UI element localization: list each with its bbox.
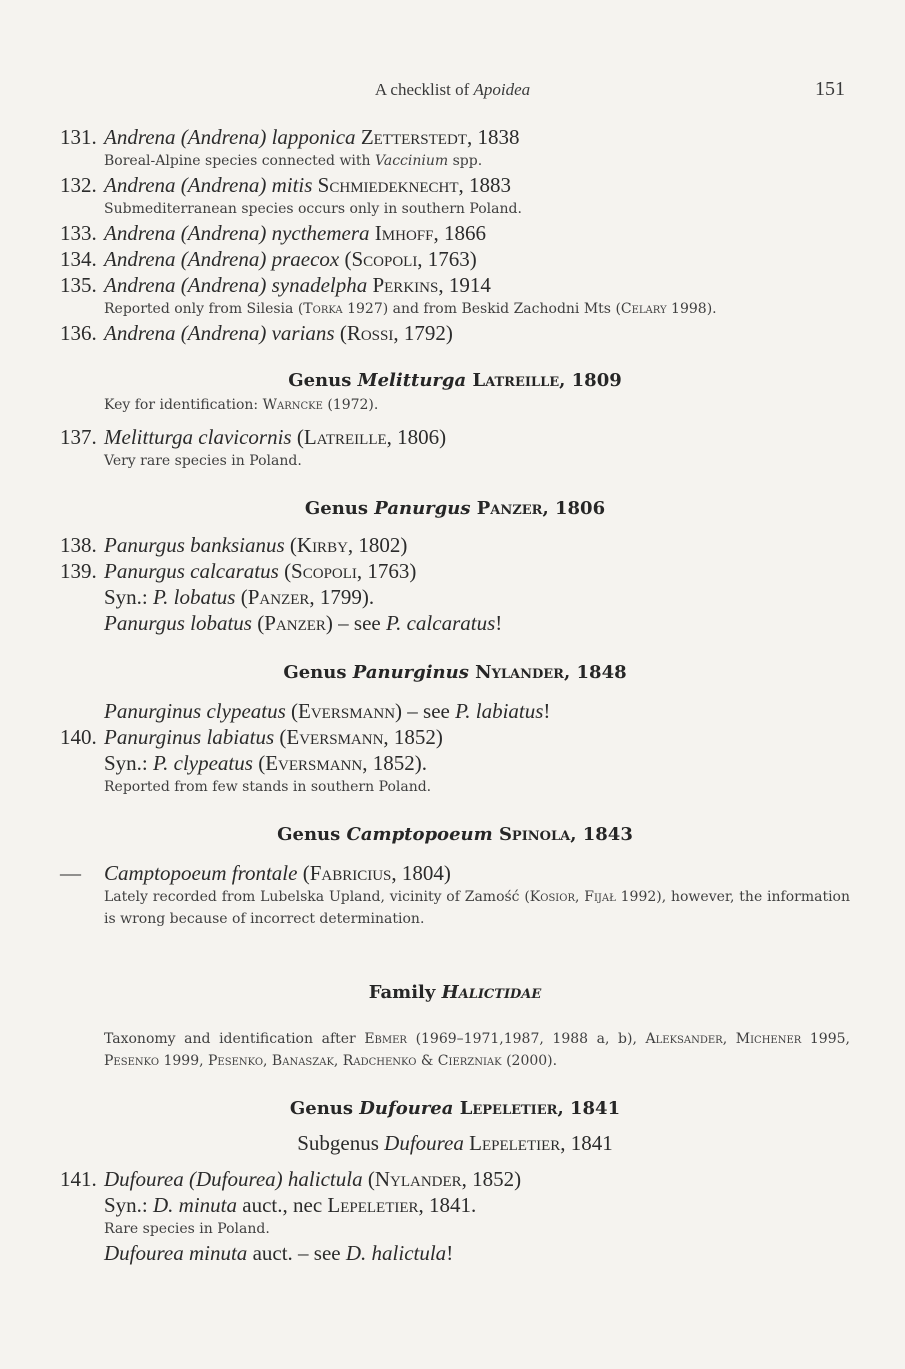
cross-ref-see: – see	[402, 699, 456, 723]
page-number: 151	[815, 78, 845, 100]
family-name: Halictidae	[441, 982, 542, 1003]
genus-author: Panzer, 1806	[476, 498, 606, 519]
species-name: Andrena (Andrena) praecox	[104, 247, 340, 271]
species-author: (Latreille, 1806)	[296, 425, 447, 449]
species-entry-137	[60, 424, 850, 450]
running-title-taxon: Apoidea	[473, 80, 531, 99]
species-entry-frontale	[60, 860, 850, 886]
synonym-name: D. minuta	[153, 1193, 238, 1217]
entry-number: 135.	[60, 273, 97, 297]
entry-number: 137.	[60, 425, 97, 449]
taxonomy-text: 1995,	[801, 1031, 850, 1047]
species-name: Andrena (Andrena) nycthemera	[104, 221, 370, 245]
cross-ref-name: Panurginus clypeatus	[104, 699, 286, 723]
synonym-author: (Eversmann, 1852).	[258, 751, 427, 775]
genus-name: Panurginus	[352, 662, 469, 683]
entry-number: 134.	[60, 247, 97, 271]
taxonomy-text: 1999,	[159, 1053, 209, 1069]
species-name: Camptopoeum frontale	[104, 861, 298, 885]
species-note	[104, 150, 850, 172]
species-name: Panurginus labiatus	[104, 725, 275, 749]
species-author: Imhoff, 1866	[374, 221, 486, 245]
entry-number: 133.	[60, 221, 97, 245]
species-name: Andrena (Andrena) lapponica	[104, 125, 356, 149]
note-reference: Kosior, Fijał	[529, 889, 616, 905]
species-author: (Kirby, 1802)	[289, 533, 408, 557]
running-title-text: A checklist of	[374, 80, 474, 99]
species-author: (Eversmann, 1852)	[279, 725, 443, 749]
synonym-label: Syn.:	[104, 1193, 154, 1217]
subgenus-label: Subgenus	[297, 1131, 385, 1155]
checklist-body	[60, 124, 850, 1266]
species-entry-133	[60, 220, 850, 246]
note-text: Lately recorded from Lubelska Upland, vicinity of Zamość (	[104, 889, 530, 905]
cross-reference	[60, 698, 850, 724]
taxonomy-text: Taxonomy and identification after	[104, 1031, 365, 1047]
species-author: (Fabricius, 1804)	[302, 861, 451, 885]
species-entry-139	[60, 558, 850, 584]
species-entry-132	[60, 172, 850, 198]
cross-ref-author: (Panzer)	[257, 611, 333, 635]
family-label: Family	[368, 982, 442, 1003]
taxonomy-reference: Cierzniak	[437, 1053, 502, 1069]
synonym-qualifier: auct., nec	[237, 1193, 328, 1217]
entry-number: 132.	[60, 173, 97, 197]
species-note	[104, 298, 850, 320]
cross-ref-author: (Eversmann)	[291, 699, 403, 723]
genus-heading-panurginus	[60, 660, 850, 686]
note-text: Reported only from Silesia (	[104, 301, 304, 317]
entry-number: 139.	[60, 559, 97, 583]
identification-key	[104, 394, 850, 416]
genus-label: Genus	[289, 1098, 360, 1119]
species-name: Panurgus calcaratus	[104, 559, 279, 583]
genus-label: Genus	[304, 498, 375, 519]
synonym-line	[60, 584, 850, 610]
species-note: Submediterranean species occurs only in southern Poland.	[104, 201, 522, 217]
genus-label: Genus	[277, 824, 347, 845]
synonym-label: Syn.:	[104, 751, 154, 775]
genus-name: Panurgus	[374, 498, 471, 519]
cross-ref-target: P. calcaratus	[385, 611, 496, 635]
genus-author: Nylander, 1848	[475, 662, 627, 683]
cross-ref-end: !	[495, 611, 503, 635]
cross-ref-name: Dufourea minuta	[104, 1241, 248, 1265]
entry-number: 136.	[60, 321, 97, 345]
species-name: Andrena (Andrena) varians	[104, 321, 335, 345]
species-note: Very rare species in Poland.	[104, 453, 302, 469]
key-reference: Warncke	[262, 397, 323, 413]
taxonomy-reference: Pesenko, Banaszak, Radchenko	[208, 1053, 417, 1069]
subgenus-heading	[60, 1130, 850, 1156]
species-entry-134	[60, 246, 850, 272]
genus-name: Dufourea	[359, 1098, 454, 1119]
species-author: Perkins, 1914	[372, 273, 491, 297]
synonym-name: P. clypeatus	[153, 751, 253, 775]
genus-name: Melitturga	[357, 370, 467, 391]
taxonomy-text: (1969–1971,1987, 1988 a, b),	[406, 1031, 646, 1047]
note-text: 1998).	[666, 301, 717, 317]
note-text: 1927) and from Beskid Zachodni Mts (	[342, 301, 621, 317]
genus-heading-panurgus	[60, 496, 850, 522]
species-author: Schmiedeknecht, 1883	[317, 173, 512, 197]
synonym-line	[60, 750, 850, 776]
cross-ref-see: – see	[332, 611, 386, 635]
cross-ref-see: auct. – see	[247, 1241, 346, 1265]
species-name: Panurgus banksianus	[104, 533, 285, 557]
cross-ref-end: !	[543, 699, 551, 723]
taxonomy-text: &	[416, 1053, 438, 1069]
genus-author: Latreille, 1809	[472, 370, 622, 391]
genus-heading-camptopoeum	[60, 822, 850, 848]
entry-number: 141.	[60, 1167, 97, 1191]
genus-heading-melitturga	[60, 368, 850, 394]
species-entry-140	[60, 724, 850, 750]
taxonomy-reference: Pesenko	[104, 1053, 160, 1069]
genus-author: Lepeletier, 1841	[459, 1098, 621, 1119]
note-text-end: spp.	[448, 153, 483, 169]
genus-author: Spinola, 1843	[498, 824, 633, 845]
cross-ref-name: Panurgus lobatus	[104, 611, 252, 635]
entry-number: 131.	[60, 125, 97, 149]
species-name: Dufourea (Dufourea) halictula	[104, 1167, 363, 1191]
note-reference: Celary	[620, 301, 667, 317]
cross-ref-end: !	[446, 1241, 454, 1265]
cross-reference	[60, 610, 850, 636]
species-name: Andrena (Andrena) synadelpha	[104, 273, 368, 297]
subgenus-author: Lepeletier, 1841	[469, 1131, 613, 1155]
key-year: (1972).	[322, 397, 379, 413]
genus-heading-dufourea	[60, 1096, 850, 1122]
species-entry-135	[60, 272, 850, 298]
unnumbered-dash: —	[60, 861, 81, 885]
species-note	[104, 886, 850, 930]
synonym-line	[60, 1192, 850, 1218]
genus-name: Camptopoeum	[346, 824, 493, 845]
species-note: Rare species in Poland.	[104, 1221, 270, 1237]
species-author: (Rossi, 1792)	[339, 321, 453, 345]
species-author: (Scopoli, 1763)	[284, 559, 417, 583]
taxonomy-note	[104, 1028, 850, 1072]
page-header	[0, 78, 905, 102]
species-entry-141	[60, 1166, 850, 1192]
key-text: Key for identification:	[104, 397, 263, 413]
note-text: 1992), however, the information is wrong because of incorrect determination.	[104, 889, 851, 927]
species-author: (Scopoli, 1763)	[344, 247, 477, 271]
species-entry-136	[60, 320, 850, 346]
cross-ref-target: D. halictula	[345, 1241, 447, 1265]
running-title	[0, 80, 905, 100]
synonym-label: Syn.:	[104, 585, 154, 609]
species-name: Andrena (Andrena) mitis	[104, 173, 313, 197]
taxonomy-reference: Ebmer	[364, 1031, 407, 1047]
genus-label: Genus	[288, 370, 358, 391]
species-author: (Nylander, 1852)	[367, 1167, 522, 1191]
cross-reference	[60, 1240, 850, 1266]
note-taxon: Vaccinium	[375, 153, 449, 169]
entry-number: 138.	[60, 533, 97, 557]
species-entry-138	[60, 532, 850, 558]
synonym-name: P. lobatus	[153, 585, 236, 609]
cross-ref-target: P. labiatus	[455, 699, 544, 723]
genus-label: Genus	[283, 662, 353, 683]
note-reference: Torka	[303, 301, 343, 317]
taxonomy-text: (2000).	[501, 1053, 558, 1069]
species-note: Reported from few stands in southern Poland.	[104, 779, 432, 795]
entry-number: 140.	[60, 725, 97, 749]
species-name: Melitturga clavicornis	[104, 425, 292, 449]
synonym-author: (Panzer, 1799).	[240, 585, 375, 609]
synonym-author: Lepeletier, 1841.	[327, 1193, 477, 1217]
species-author: Zetterstedt, 1838	[360, 125, 520, 149]
species-entry-131	[60, 124, 850, 150]
note-text: Boreal-Alpine species connected with	[104, 153, 376, 169]
taxonomy-reference: Aleksander, Michener	[645, 1031, 802, 1047]
subgenus-name: Dufourea	[384, 1131, 464, 1155]
family-heading	[60, 980, 850, 1006]
